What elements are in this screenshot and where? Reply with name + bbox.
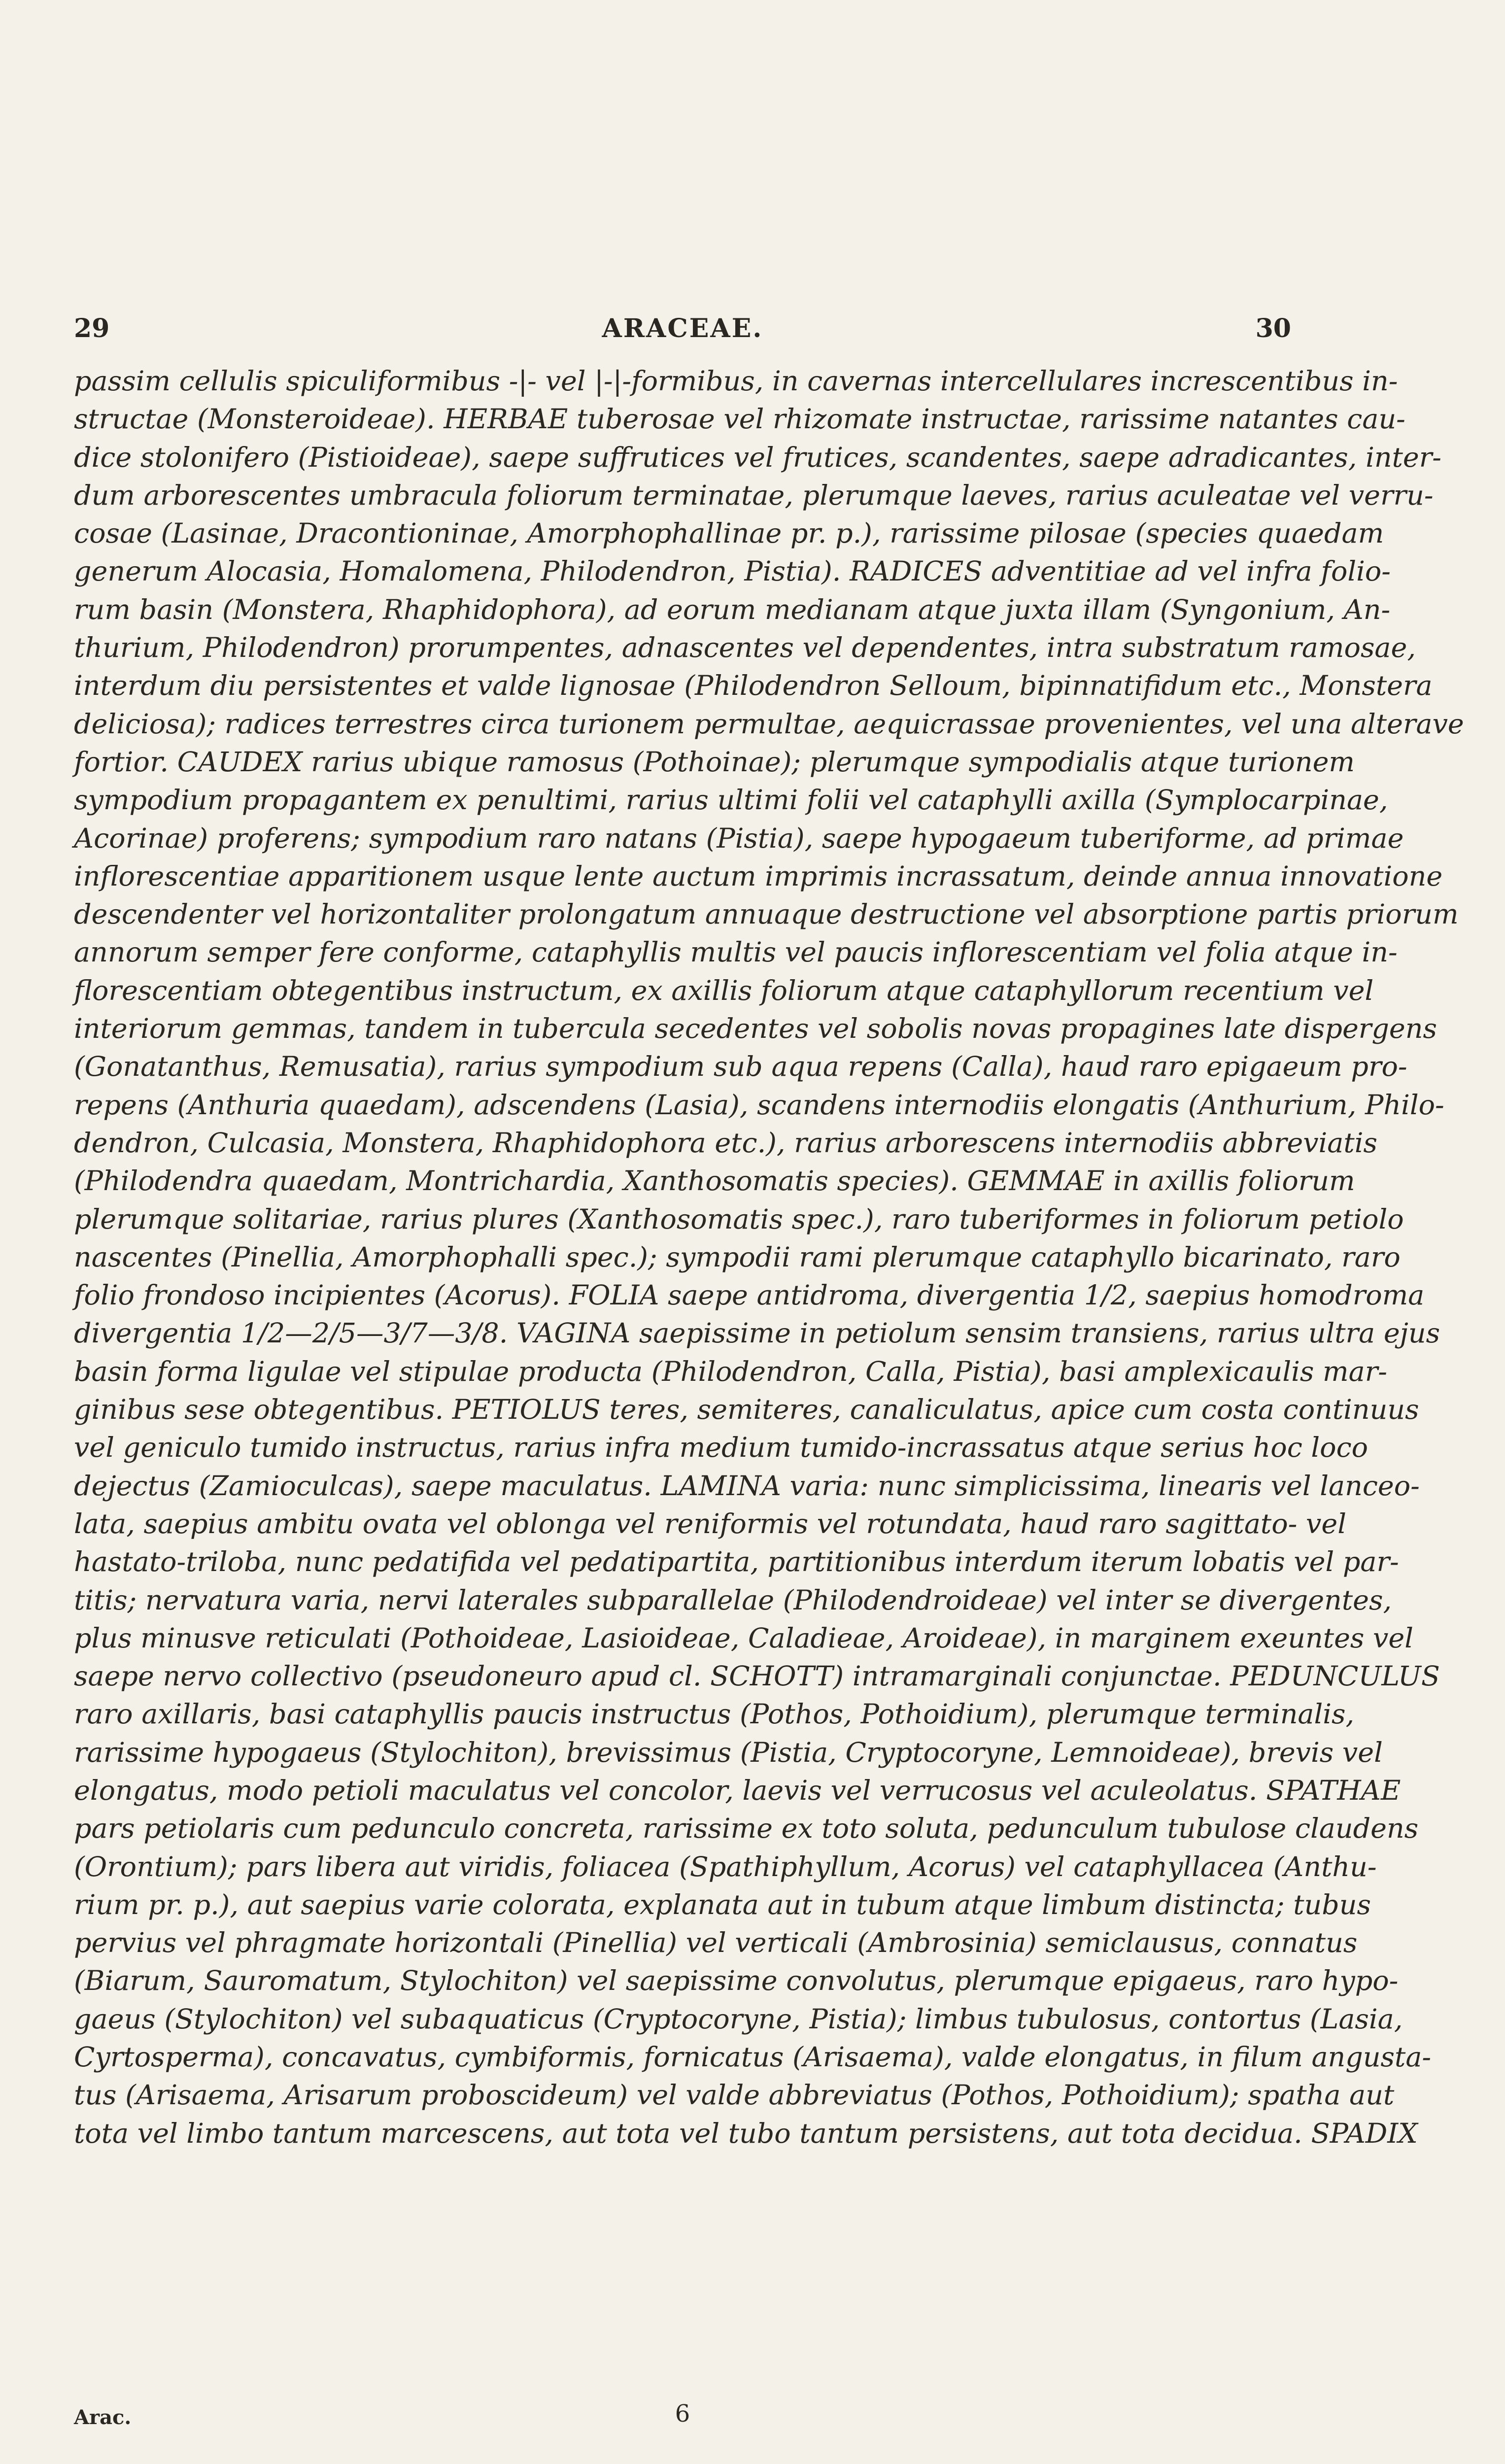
text-line: (Orontium); pars libera aut viridis, foliacea (Spathiphyllum, Acorus) vel cataphyllacea (Anthu- <box>74 1850 1377 1883</box>
text-line: passim cellulis spiculiformibus -|- vel |-|-formibus, in cavernas intercellulares increscentibus in- <box>74 365 1398 397</box>
text-line: thurium, Philodendron) prorumpentes, adnascentes vel dependentes, intra substratum ramosae, <box>74 632 1416 664</box>
text-line: elongatus, modo petioli maculatus vel concolor, laevis vel verrucosus vel aculeolatus. SPATHAE <box>74 1774 1401 1807</box>
text-line: gaeus (Stylochiton) vel subaquaticus (Cryptocoryne, Pistia); limbus tubulosus, contortus (Lasia, <box>74 2003 1403 2035</box>
text-line: titis; nervatura varia, nervi laterales subparallelae (Philodendroideae) vel inter se divergentes, <box>74 1584 1392 1616</box>
text-line: rarissime hypogaeus (Stylochiton), brevissimus (Pistia, Cryptocoryne, Lemnoideae), brevis vel <box>74 1736 1383 1769</box>
page-footer <box>74 2400 1291 2439</box>
signature-mark: Arac. <box>74 2406 132 2429</box>
text-line: annorum semper fere conforme, cataphyllis multis vel paucis inflorescentiam vel folia atque in- <box>74 936 1398 969</box>
running-header <box>74 313 1291 353</box>
text-line: divergentia 1/2—2/5—3/7—3/8. VAGINA saepissime in petiolum sensim transiens, rarius ultra ejus <box>74 1317 1440 1350</box>
text-line: Cyrtosperma), concavatus, cymbiformis, fornicatus (Arisaema), valde elongatus, in filum angusta- <box>74 2041 1432 2074</box>
text-line: dice stolonifero (Pistioideae), saepe suffrutices vel frutices, scandentes, saepe adradicantes, inter- <box>74 441 1441 474</box>
text-line: interdum diu persistentes et valde lignosae (Philodendron Selloum, bipinnatifidum etc., Monstera <box>74 670 1433 702</box>
text-line: lata, saepius ambitu ovata vel oblonga vel reniformis vel rotundata, haud raro sagittato- vel <box>74 1507 1346 1540</box>
text-line: saepe nervo collectivo (pseudoneuro apud cl. SCHOTT) intramarginali conjunctae. PEDUNCULUS <box>74 1660 1440 1693</box>
text-line: structae (Monsteroideae). HERBAE tuberosae vel rhizomate instructae, rarissime natantes cau- <box>74 403 1405 436</box>
text-line: Acorinae) proferens; sympodium raro natans (Pistia), saepe hypogaeum tuberiforme, ad primae <box>74 822 1404 855</box>
text-line: (Biarum, Sauromatum, Stylochiton) vel saepissime convolutus, plerumque epigaeus, raro hypo- <box>74 1965 1399 1997</box>
text-line: nascentes (Pinellia, Amorphophalli spec.); sympodii rami plerumque cataphyllo bicarinato, raro <box>74 1241 1401 1273</box>
text-line: cosae (Lasinae, Dracontioninae, Amorphophallinae pr. p.), rarissime pilosae (species quaedam <box>74 517 1384 550</box>
text-line: sympodium propagantem ex penultimi, rarius ultimi folii vel cataphylli axilla (Symplocarpinae, <box>74 784 1388 817</box>
body-text <box>74 362 1464 2153</box>
text-line: fortior. CAUDEX rarius ubique ramosus (Pothoinae); plerumque sympodialis atque turionem <box>74 746 1355 778</box>
text-line: deliciosa); radices terrestres circa turionem permultae, aequicrassae provenientes, vel una alterave <box>74 708 1464 740</box>
text-line: dum arborescentes umbracula foliorum terminatae, plerumque laeves, rarius aculeatae vel verru- <box>74 479 1434 512</box>
page-number-right: 30 <box>1255 313 1291 343</box>
text-line: ginibus sese obtegentibus. PETIOLUS teres, semiteres, canaliculatus, apice cum costa continuus <box>74 1394 1419 1426</box>
text-line: (Gonatanthus, Remusatia), rarius sympodium sub aqua repens (Calla), haud raro epigaeum pro- <box>74 1051 1407 1083</box>
text-line: vel geniculo tumido instructus, rarius infra medium tumido-incrassatus atque serius hoc loco <box>74 1432 1368 1464</box>
text-line: raro axillaris, basi cataphyllis paucis instructus (Pothos, Pothoidium), plerumque terminalis, <box>74 1698 1355 1731</box>
text-line: dendron, Culcasia, Monstera, Rhaphidophora etc.), rarius arborescens internodiis abbreviatis <box>74 1127 1377 1159</box>
text-line: folio frondoso incipientes (Acorus). FOLIA saepe antidroma, divergentia 1/2, saepius homodroma <box>74 1279 1425 1312</box>
page-number-left: 29 <box>74 313 110 343</box>
text-line: dejectus (Zamioculcas), saepe maculatus. LAMINA varia: nunc simplicissima, linearis vel lanceo- <box>74 1470 1420 1502</box>
text-line: hastato-triloba, nunc pedatifida vel pedatipartita, partitionibus interdum iterum lobatis vel par- <box>74 1546 1399 1578</box>
text-line: basin forma ligulae vel stipulae producta (Philodendron, Calla, Pistia), basi amplexicaulis mar- <box>74 1355 1388 1388</box>
text-line: florescentiam obtegentibus instructum, ex axillis foliorum atque cataphyllorum recentium vel <box>74 974 1374 1007</box>
signature-number: 6 <box>675 2400 690 2428</box>
text-line: (Philodendra quaedam, Montrichardia, Xanthosomatis species). GEMMAE in axillis foliorum <box>74 1165 1355 1198</box>
text-line: tus (Arisaema, Arisarum proboscideum) vel valde abbreviatus (Pothos, Pothoidium); spatha aut <box>74 2079 1395 2112</box>
running-title: ARACEAE. <box>602 313 763 343</box>
text-line: pars petiolaris cum pedunculo concreta, rarissime ex toto soluta, pedunculum tubulose claudens <box>74 1813 1419 1845</box>
text-line: descendenter vel horizontaliter prolongatum annuaque destructione vel absorptione partis priorum <box>74 898 1459 931</box>
text-line: interiorum gemmas, tandem in tubercula secedentes vel sobolis novas propagines late dispergens <box>74 1013 1437 1045</box>
text-line: pervius vel phragmate horizontali (Pinellia) vel verticali (Ambrosinia) semiclausus, connatus <box>74 1927 1358 1959</box>
text-line: plus minusve reticulati (Pothoideae, Lasioideae, Caladieae, Aroideae), in marginem exeuntes vel <box>74 1622 1413 1654</box>
text-line: repens (Anthuria quaedam), adscendens (Lasia), scandens internodiis elongatis (Anthurium, Philo- <box>74 1089 1444 1121</box>
text-line: rium pr. p.), aut saepius varie colorata, explanata aut in tubum atque limbum distincta; tubus <box>74 1888 1371 1921</box>
text-line: inflorescentiae apparitionem usque lente auctum imprimis incrassatum, deinde annua innovatione <box>74 860 1443 892</box>
text-line: generum Alocasia, Homalomena, Philodendron, Pistia). RADICES adventitiae ad vel infra folio- <box>74 555 1391 588</box>
text-line: rum basin (Monstera, Rhaphidophora), ad eorum medianam atque juxta illam (Syngonium, An- <box>74 593 1391 626</box>
text-line: plerumque solitariae, rarius plures (Xanthosomatis spec.), raro tuberiformes in foliorum petiolo <box>74 1203 1404 1235</box>
text-line: tota vel limbo tantum marcescens, aut tota vel tubo tantum persistens, aut tota decidua. SPADIX <box>74 2117 1418 2150</box>
